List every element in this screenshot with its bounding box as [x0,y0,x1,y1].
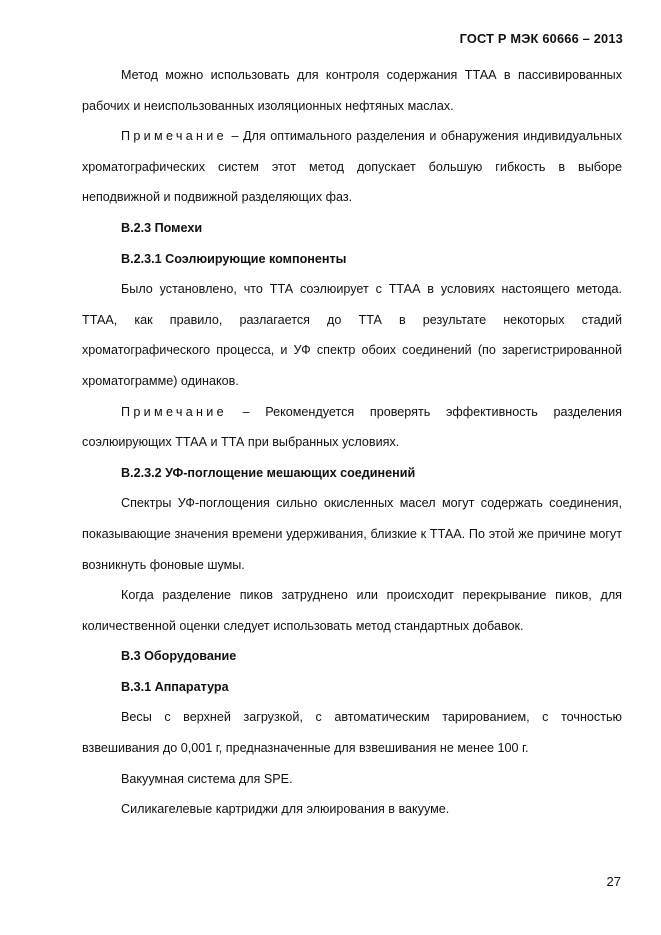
standard-header: ГОСТ Р МЭК 60666 – 2013 [459,31,623,46]
note-verify-separation [82,397,622,458]
section-heading-b23: В.2.3 Помехи [121,220,203,235]
document-body [82,60,622,825]
note-text: – Рекомендуется проверять эффективность разделения соэлюирующих ТТАА и ТТА при выбранных условиях. [82,404,622,450]
paragraph-method-use: Метод можно использовать для контроля содержания ТТАА в пассивированных рабочих и неиспользованных изоляционных нефтяных маслах. [82,68,622,113]
paragraph-silica-cartridges: Силикагелевые картриджи для элюирования в вакууме. [121,802,450,817]
paragraph-scales: Весы с верхней загрузкой, с автоматическим тарированием, с точностью взвешивания до 0,001 г, предназначенные для взвешивания не менее 100 г. [82,710,622,756]
section-heading-b3: В.3 Оборудование [121,649,237,664]
paragraph-standard-additions: Когда разделение пиков затруднено или происходит перекрывание пиков, для количественной оценки следует использовать метод стандартных добавок. [82,588,622,633]
paragraph-uv-spectra: Спектры УФ-поглощения сильно окисленных масел могут содержать соединения, показывающие значения времени удерживания, близкие к ТТАА. По этой же причине могут возникнуть фоновые шумы. [82,496,622,572]
note-text: – Для оптимального разделения и обнаружения индивидуальных хроматографических систем этот метод допускает большую гибкость в выборе неподвижной и подвижной разделяющих фаз. [82,129,622,205]
section-heading-b31: В.3.1 Аппаратура [121,679,229,694]
paragraph-coelution: Было установлено, что ТТА соэлюирует с ТТАА в условиях настоящего метода. ТТАА, как правило, разлагается до ТТА в результате некоторых стадий хроматографического процесса, и УФ спектр обоих соединений (по зарегистрированной хроматограмме) одинаков. [82,282,622,388]
paragraph-vacuum-system: Вакуумная система для SPE. [121,771,293,786]
note-separation [82,121,622,213]
note-label: Примечание [121,404,227,419]
note-label: Примечание [121,129,227,144]
section-heading-b231: В.2.3.1 Соэлюирующие компоненты [121,251,347,266]
page-number: 27 [606,874,621,889]
section-heading-b232: В.2.3.2 УФ-поглощение мешающих соединений [121,465,416,480]
